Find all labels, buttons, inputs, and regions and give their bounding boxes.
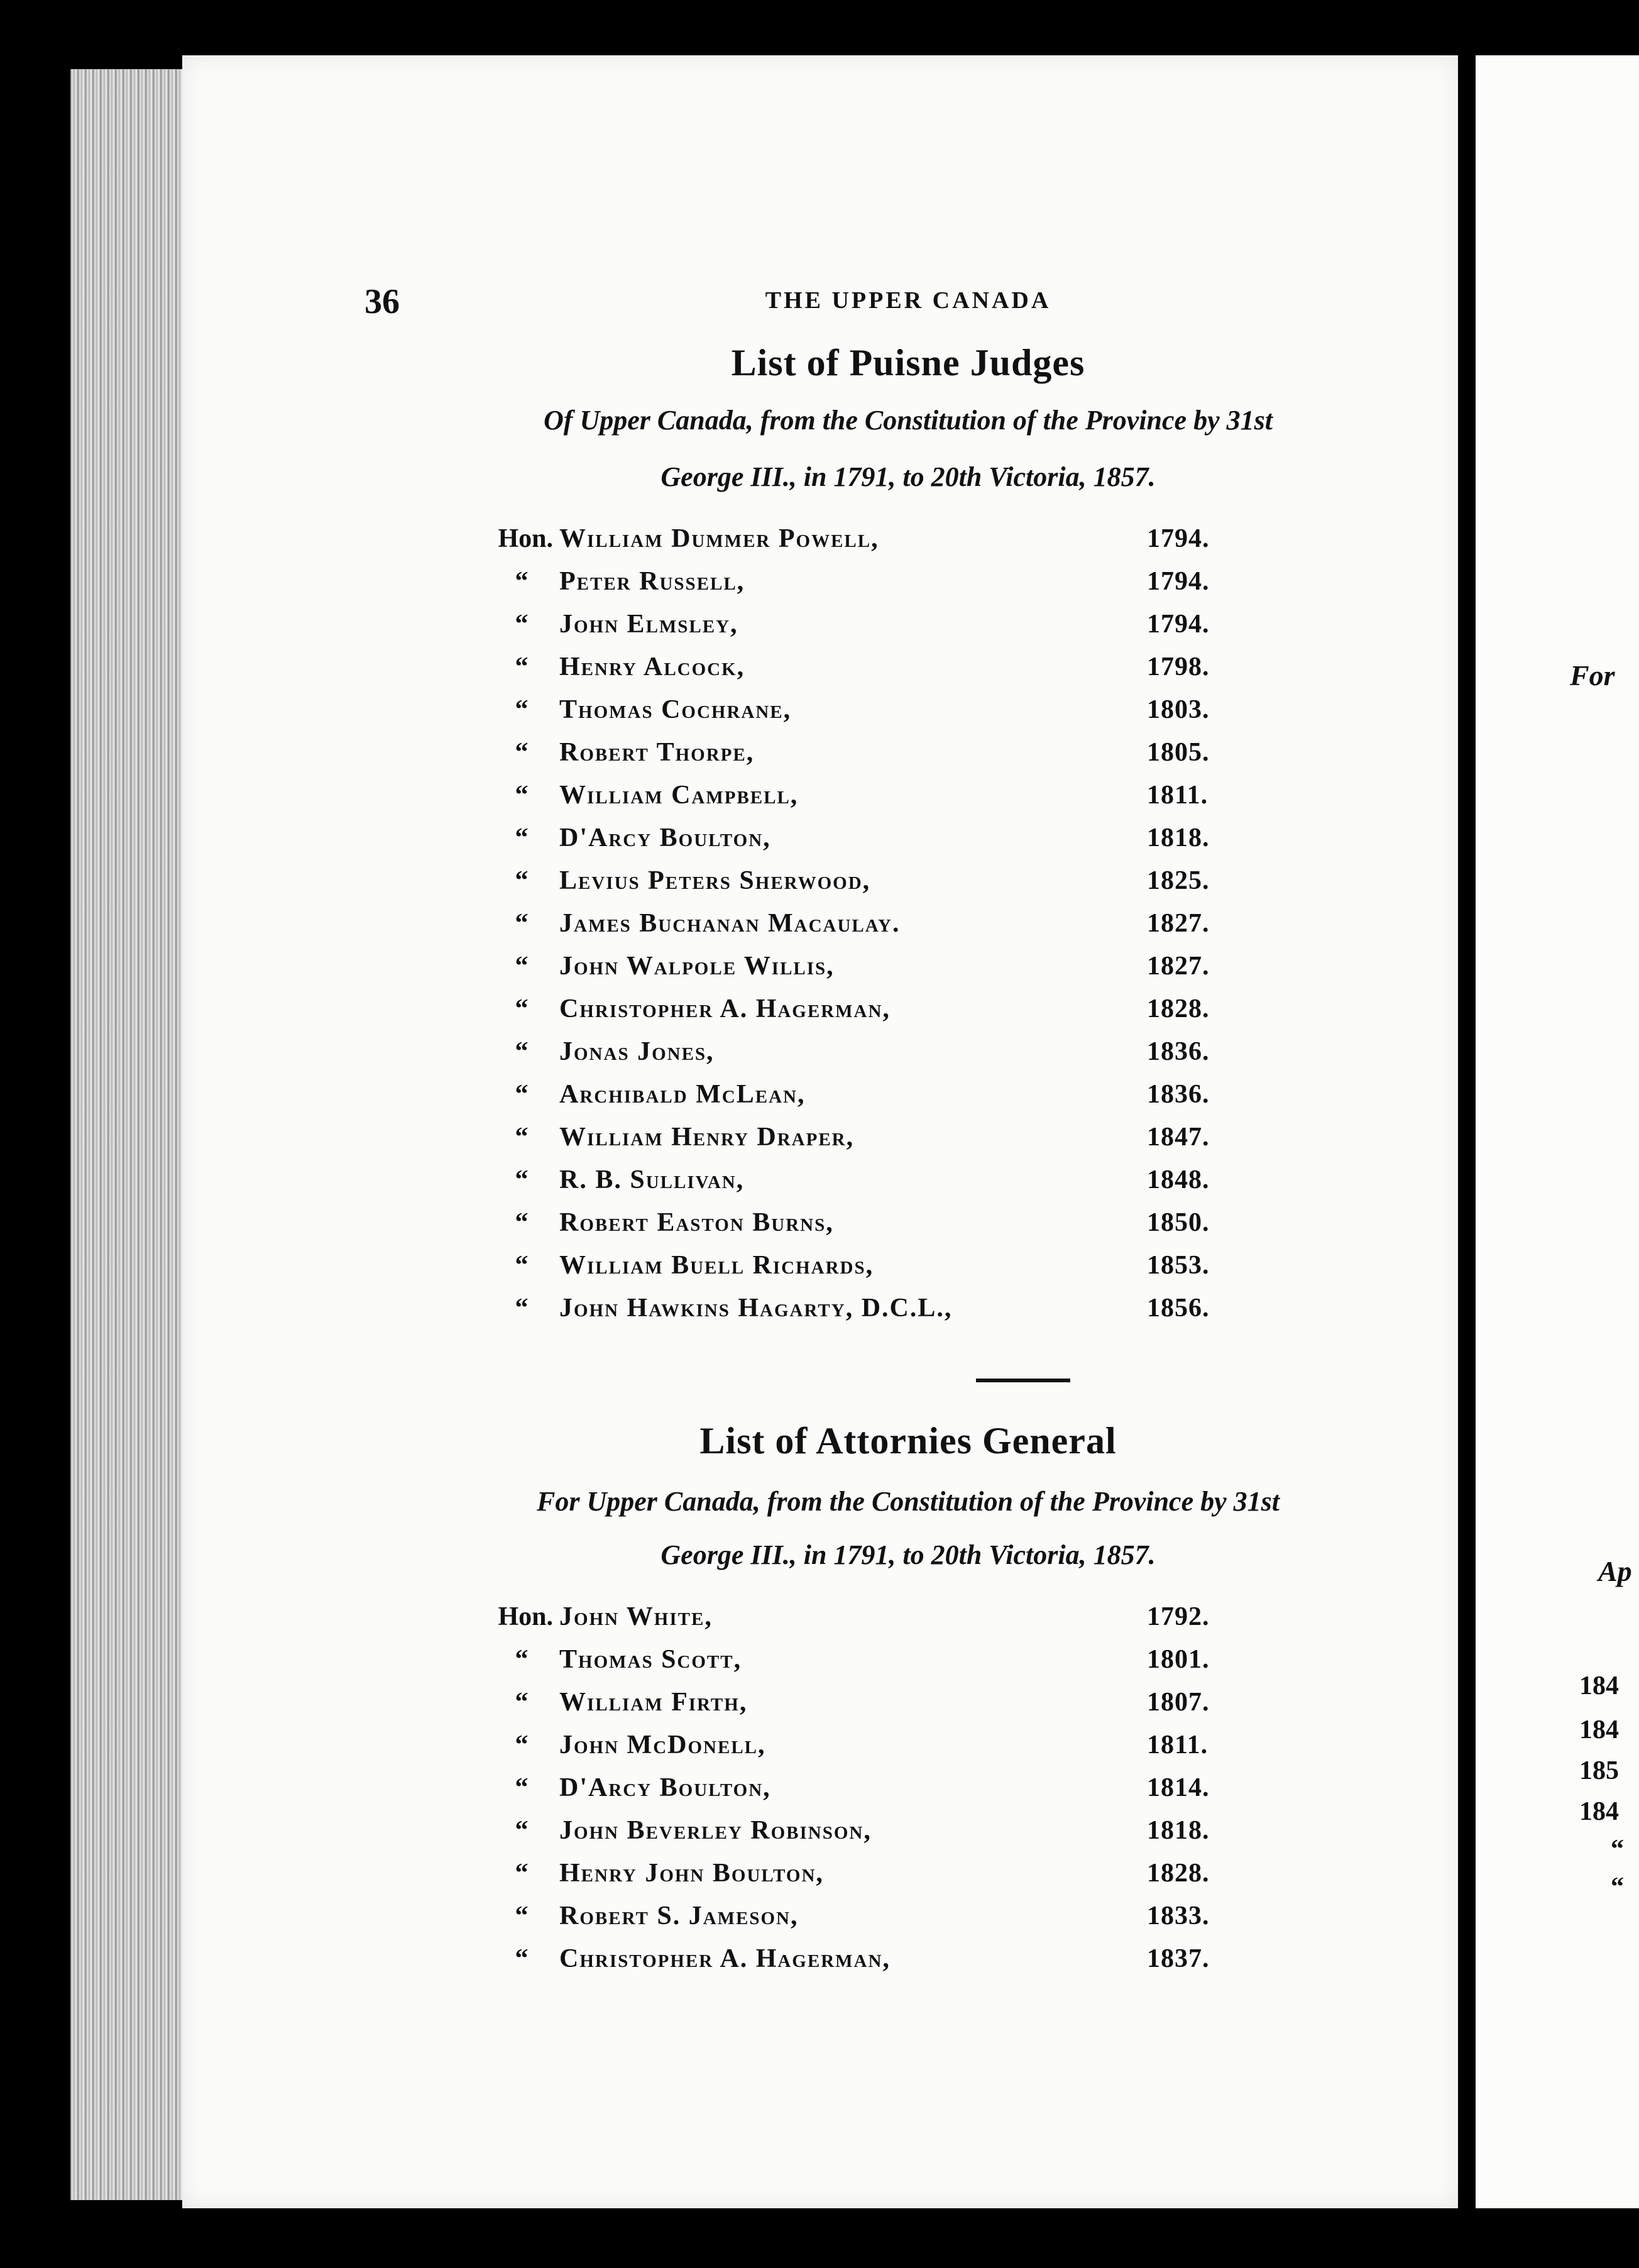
facing-year-fragment: 184 xyxy=(1579,1797,1619,1826)
ditto-mark: “ xyxy=(515,1645,529,1674)
list-item xyxy=(182,994,1458,1037)
appointment-year: 1848. xyxy=(1147,1165,1210,1194)
person-name: John Walpole Willis, xyxy=(559,952,835,981)
appointment-year: 1828. xyxy=(1147,1859,1210,1888)
person-name: R. B. Sullivan, xyxy=(559,1165,745,1194)
appointment-year: 1794. xyxy=(1147,524,1210,553)
facing-year-fragment: 185 xyxy=(1579,1756,1619,1785)
appointment-year: 1828. xyxy=(1147,994,1210,1023)
ditto-mark: “ xyxy=(515,1688,529,1717)
list-item xyxy=(182,1079,1458,1122)
appointment-year: 1818. xyxy=(1147,823,1210,852)
person-name: William Campbell, xyxy=(559,781,799,810)
facing-year-fragment: “ xyxy=(1611,1835,1624,1864)
ditto-mark: “ xyxy=(515,610,529,639)
list-item xyxy=(182,951,1458,994)
ditto-mark: “ xyxy=(515,909,529,938)
list-item xyxy=(182,566,1458,609)
list-item xyxy=(182,1687,1458,1730)
appointment-year: 1853. xyxy=(1147,1251,1210,1280)
attorneys-subtitle-line2: George III., in 1791, to 20th Victoria, 1857. xyxy=(661,1539,1156,1570)
facing-year-fragment: “ xyxy=(1611,1873,1624,1902)
ditto-mark: “ xyxy=(515,738,529,767)
ditto-mark: “ xyxy=(515,567,529,596)
list-item xyxy=(182,695,1458,737)
appointment-year: 1825. xyxy=(1147,866,1210,895)
ditto-mark: “ xyxy=(515,1294,529,1323)
appointment-year: 1850. xyxy=(1147,1208,1210,1237)
person-name: Christopher A. Hagerman, xyxy=(559,994,891,1023)
appointment-year: 1836. xyxy=(1147,1037,1210,1066)
judges-list xyxy=(182,524,1458,1336)
appointment-year: 1814. xyxy=(1147,1773,1210,1802)
ditto-mark: “ xyxy=(515,1208,529,1237)
appointment-year: 1827. xyxy=(1147,952,1210,981)
section-divider xyxy=(976,1379,1070,1382)
attorneys-section-title: List of Attornies General xyxy=(699,1420,1117,1462)
honorific: Hon. xyxy=(498,1602,553,1631)
person-name: Christopher A. Hagerman, xyxy=(559,1944,891,1973)
appointment-year: 1801. xyxy=(1147,1645,1210,1674)
facing-page-edge xyxy=(1476,55,1639,2208)
appointment-year: 1803. xyxy=(1147,695,1210,724)
person-name: William Henry Draper, xyxy=(559,1123,855,1152)
person-name: John McDonell, xyxy=(559,1731,766,1759)
list-item xyxy=(182,1250,1458,1293)
ditto-mark: “ xyxy=(515,1080,529,1109)
person-name: Henry John Boulton, xyxy=(559,1859,824,1888)
appointment-year: 1811. xyxy=(1147,1731,1209,1759)
ditto-mark: “ xyxy=(515,1037,529,1066)
list-item xyxy=(182,1901,1458,1944)
list-item xyxy=(182,1858,1458,1901)
appointment-year: 1805. xyxy=(1147,738,1210,767)
list-item xyxy=(182,1815,1458,1858)
person-name: Robert Easton Burns, xyxy=(559,1208,834,1237)
person-name: William Firth, xyxy=(559,1688,748,1717)
ditto-mark: “ xyxy=(515,1731,529,1759)
person-name: William Buell Richards, xyxy=(559,1251,874,1280)
appointment-year: 1847. xyxy=(1147,1123,1210,1152)
list-item xyxy=(182,1165,1458,1208)
list-item xyxy=(182,1293,1458,1336)
honorific: Hon. xyxy=(498,524,553,553)
person-name: Thomas Scott, xyxy=(559,1645,742,1674)
person-name: Jonas Jones, xyxy=(559,1037,715,1066)
ditto-mark: “ xyxy=(515,1251,529,1280)
ditto-mark: “ xyxy=(515,952,529,981)
facing-fragment-ap: Ap xyxy=(1598,1555,1632,1587)
person-name: Robert S. Jameson, xyxy=(559,1902,799,1930)
person-name: Peter Russell, xyxy=(559,567,745,596)
person-name: John Elmsley, xyxy=(559,610,738,639)
person-name: John White, xyxy=(559,1602,713,1631)
book-page xyxy=(182,55,1458,2208)
appointment-year: 1833. xyxy=(1147,1902,1210,1930)
judges-subtitle-line1: Of Upper Canada, from the Constitution of the Province by 31st xyxy=(544,405,1273,436)
list-item xyxy=(182,908,1458,951)
list-item xyxy=(182,780,1458,823)
person-name: James Buchanan Macaulay. xyxy=(559,909,901,938)
person-name: D'Arcy Boulton, xyxy=(559,823,771,852)
ditto-mark: “ xyxy=(515,1816,529,1845)
person-name: Archibald McLean, xyxy=(559,1080,806,1109)
ditto-mark: “ xyxy=(515,1859,529,1888)
ditto-mark: “ xyxy=(515,1944,529,1973)
ditto-mark: “ xyxy=(515,1123,529,1152)
attorneys-subtitle-line1: For Upper Canada, from the Constitution of the Province by 31st xyxy=(537,1486,1280,1517)
person-name: John Beverley Robinson, xyxy=(559,1816,872,1845)
facing-fragment-for: For xyxy=(1570,659,1615,691)
appointment-year: 1811. xyxy=(1147,781,1209,810)
person-name: William Dummer Powell, xyxy=(559,524,879,553)
appointment-year: 1807. xyxy=(1147,1688,1210,1717)
appointment-year: 1856. xyxy=(1147,1294,1210,1323)
appointment-year: 1794. xyxy=(1147,610,1210,639)
list-item xyxy=(182,1944,1458,1986)
page-gutter xyxy=(1459,55,1476,2208)
book-fore-edge xyxy=(70,69,182,2200)
facing-year-fragment: 184 xyxy=(1579,1715,1619,1744)
ditto-mark: “ xyxy=(515,1165,529,1194)
list-item xyxy=(182,1730,1458,1773)
appointment-year: 1792. xyxy=(1147,1602,1210,1631)
list-item xyxy=(182,1773,1458,1815)
ditto-mark: “ xyxy=(515,652,529,681)
appointment-year: 1836. xyxy=(1147,1080,1210,1109)
person-name: Levius Peters Sherwood, xyxy=(559,866,871,895)
appointment-year: 1794. xyxy=(1147,567,1210,596)
list-item xyxy=(182,823,1458,866)
person-name: Robert Thorpe, xyxy=(559,738,755,767)
facing-year-fragment: 184 xyxy=(1579,1671,1619,1700)
appointment-year: 1827. xyxy=(1147,909,1210,938)
appointment-year: 1837. xyxy=(1147,1944,1210,1973)
list-item xyxy=(182,524,1458,566)
judges-section-title: List of Puisne Judges xyxy=(731,342,1085,383)
list-item xyxy=(182,1208,1458,1250)
list-item xyxy=(182,737,1458,780)
person-name: D'Arcy Boulton, xyxy=(559,1773,771,1802)
person-name: Henry Alcock, xyxy=(559,652,745,681)
attorneys-list xyxy=(182,1602,1458,1986)
ditto-mark: “ xyxy=(515,1773,529,1802)
ditto-mark: “ xyxy=(515,994,529,1023)
ditto-mark: “ xyxy=(515,866,529,895)
running-head xyxy=(182,282,1458,319)
list-item xyxy=(182,866,1458,908)
list-item xyxy=(182,1602,1458,1644)
list-item xyxy=(182,1037,1458,1079)
person-name: Thomas Cochrane, xyxy=(559,695,792,724)
list-item xyxy=(182,652,1458,695)
ditto-mark: “ xyxy=(515,823,529,852)
list-item xyxy=(182,1644,1458,1687)
person-name: John Hawkins Hagarty, D.C.L., xyxy=(559,1294,953,1323)
appointment-year: 1818. xyxy=(1147,1816,1210,1845)
list-item xyxy=(182,609,1458,652)
list-item xyxy=(182,1122,1458,1165)
ditto-mark: “ xyxy=(515,781,529,810)
ditto-mark: “ xyxy=(515,695,529,724)
ditto-mark: “ xyxy=(515,1902,529,1930)
appointment-year: 1798. xyxy=(1147,652,1210,681)
page-number: 36 xyxy=(365,282,400,321)
judges-subtitle-line2: George III., in 1791, to 20th Victoria, 1857. xyxy=(661,461,1156,492)
running-title: THE UPPER CANADA xyxy=(765,287,1051,314)
